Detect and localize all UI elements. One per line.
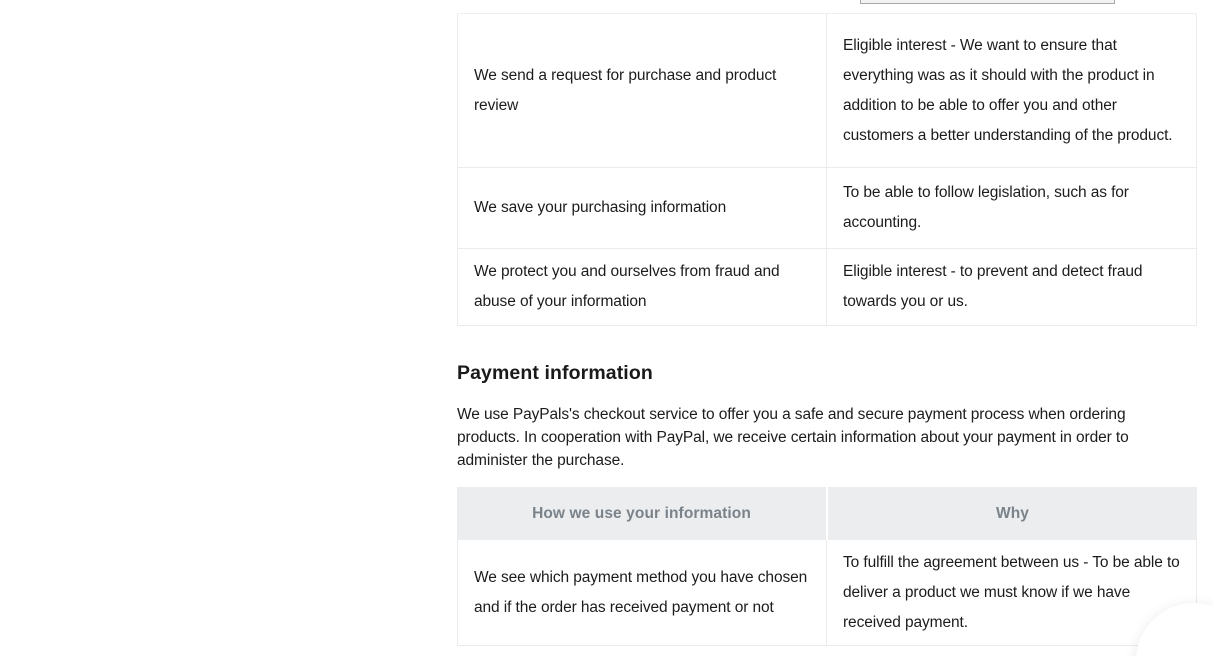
- table-row: [457, 14, 1197, 168]
- table-header-why: Why: [826, 487, 1197, 540]
- table-cell-why: [826, 14, 1197, 168]
- purchase-info-table: [457, 13, 1197, 326]
- table-cell-why: [826, 168, 1197, 249]
- table-cell-how: [457, 168, 826, 249]
- cell-text: To be able to follow legislation, such as for accounting.: [843, 184, 1129, 231]
- payment-information-heading: Payment information: [457, 362, 653, 384]
- cell-text: Eligible interest - to prevent and detect fraud towards you or us.: [843, 263, 1143, 310]
- cell-text: We protect you and ourselves from fraud and abuse of your information: [474, 263, 780, 310]
- cell-text: We save your purchasing information: [474, 199, 727, 216]
- payment-information-paragraph: We use PayPals's checkout service to offer you a safe and secure payment process when ordering products. In cooperation with PayPal, we receive certain information about your payment in order to administer the purchase.: [457, 406, 1129, 469]
- table-header-row: [457, 487, 1197, 540]
- table-row: [457, 249, 1197, 326]
- table-cell-why: [826, 249, 1197, 326]
- table-row: [457, 540, 1197, 646]
- cell-text: We send a request for purchase and product review: [474, 66, 777, 114]
- cell-text: We see which payment method you have chosen and if the order has received payment or not: [474, 568, 808, 616]
- payment-info-table: [457, 487, 1197, 646]
- cell-text: To fulfill the agreement between us - To be able to deliver a product we must know if we have received payment.: [843, 553, 1180, 631]
- table-cell-how: [457, 540, 826, 646]
- table-header-how: How we use your information: [457, 487, 826, 540]
- cell-text: Eligible interest - We want to ensure that everything was as it should with the product in addition to be able to offer you and other customers a better understanding of the product.: [843, 36, 1173, 144]
- table-cell-why: [826, 540, 1197, 646]
- table-cell-how: [457, 14, 826, 168]
- table-row: [457, 168, 1197, 249]
- table-cell-how: [457, 249, 826, 326]
- cut-off-element-top[interactable]: [860, 0, 1115, 4]
